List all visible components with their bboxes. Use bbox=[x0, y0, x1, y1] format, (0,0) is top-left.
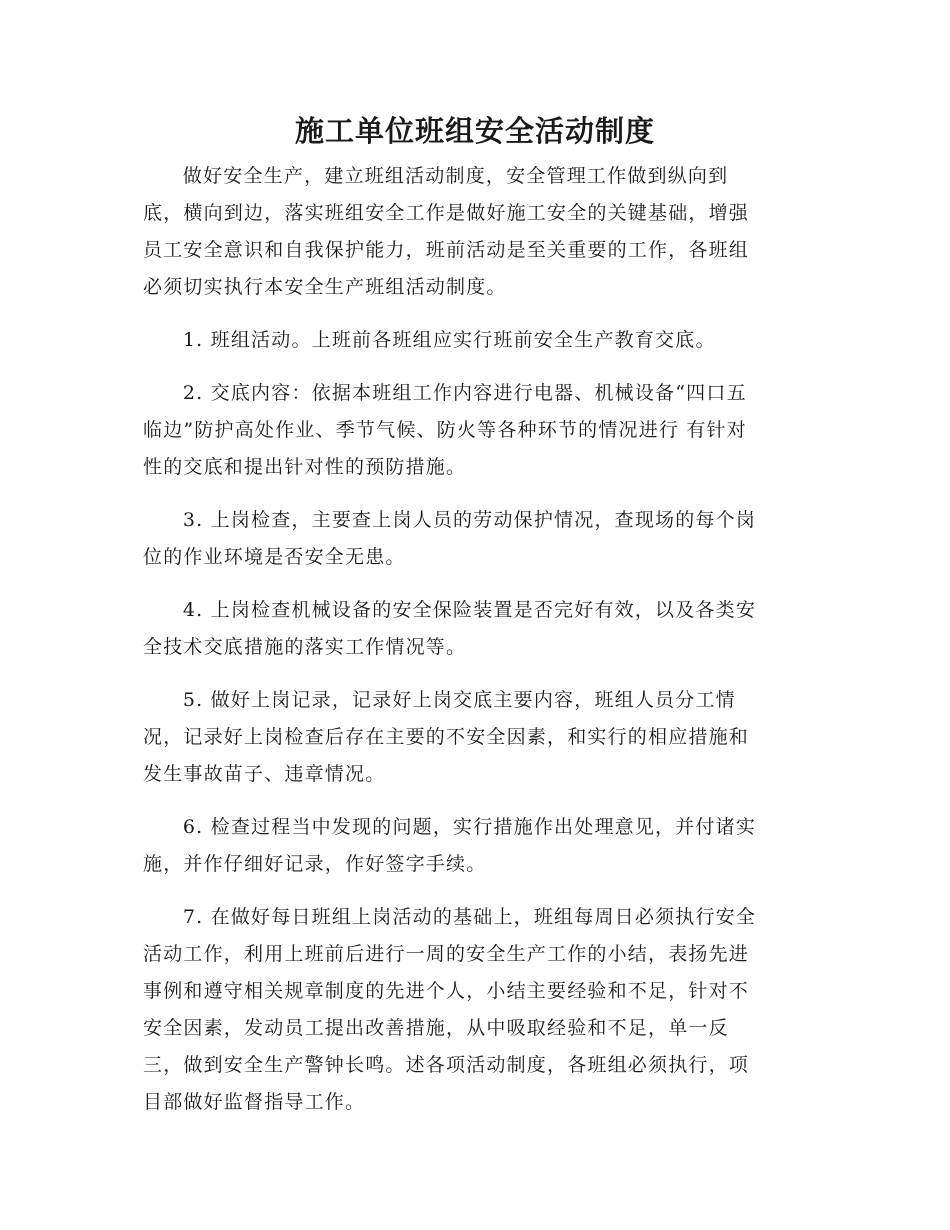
intro-line: 做好安全生产，建立班组活动制度，安全管理工作做到纵向到 bbox=[182, 165, 729, 187]
rule-item-4 bbox=[143, 592, 807, 666]
rule-line: 安全因素，发动员工提出改善措施，从中吸取经验和不足，单一反 bbox=[143, 1017, 729, 1039]
rule-line: 4. 上岗检查机械设备的安全保险装置是否完好有效，以及各类安 bbox=[182, 599, 757, 621]
rule-line: 6. 检查过程当中发现的问题，实行措施作出处理意见，并付诸实 bbox=[182, 816, 757, 838]
rule-line: 临边”防护高处作业、季节气候、防火等各种环节的情况进行 有针对 bbox=[143, 419, 747, 441]
rule-line: 2. 交底内容：依据本班组工作内容进行电器、机械设备“四口五 bbox=[182, 382, 747, 404]
document-title: 施工单位班组安全活动制度 bbox=[294, 114, 655, 148]
rule-line: 况，记录好上岗检查后存在主要的不安全因素，和实行的相应措施和 bbox=[143, 726, 750, 748]
rule-item-5 bbox=[143, 682, 807, 793]
rule-line: 施，并作仔细好记录，作好签字手续。 bbox=[143, 853, 487, 875]
rule-line: 发生事故苗子、违章情况。 bbox=[143, 763, 386, 785]
intro-line: 必须切实执行本安全生产班组活动制度。 bbox=[143, 276, 507, 298]
rule-line: 性的交底和提出针对性的预防措施。 bbox=[143, 456, 467, 478]
rule-line: 1. 班组活动。上班前各班组应实行班前安全生产教育交底。 bbox=[182, 329, 716, 351]
rule-line: 3. 上岗检查，主要查上岗人员的劳动保护情况，查现场的每个岗 bbox=[182, 509, 757, 531]
rule-line: 全技术交底措施的落实工作情况等。 bbox=[143, 636, 467, 658]
intro-line: 员工安全意识和自我保护能力，班前活动是至关重要的工作，各班组 bbox=[143, 239, 750, 261]
intro-paragraph bbox=[143, 158, 807, 306]
rule-item-3 bbox=[143, 502, 807, 576]
document-page bbox=[143, 110, 807, 1137]
rule-item-2 bbox=[143, 375, 807, 486]
rule-line: 目部做好监督指导工作。 bbox=[143, 1091, 366, 1113]
rule-line: 三，做到安全生产警钟长鸣。述各项活动制度，各班组必须执行，项 bbox=[143, 1054, 750, 1076]
rule-item-1 bbox=[143, 322, 807, 359]
rule-item-6 bbox=[143, 809, 807, 883]
rule-line: 7. 在做好每日班组上岗活动的基础上，班组每周日必须执行安全 bbox=[182, 906, 757, 928]
rule-item-7 bbox=[143, 899, 807, 1121]
rule-line: 5. 做好上岗记录，记录好上岗交底主要内容，班组人员分工情 bbox=[182, 689, 736, 711]
intro-line: 底，横向到边，落实班组安全工作是做好施工安全的关键基础，增强 bbox=[143, 202, 750, 224]
rule-line: 活动工作，利用上班前后进行一周的安全生产工作的小结，表扬先进 bbox=[143, 943, 750, 965]
rule-line: 事例和遵守相关规章制度的先进个人，小结主要经验和不足，针对不 bbox=[143, 980, 750, 1002]
rule-line: 位的作业环境是否安全无患。 bbox=[143, 546, 406, 568]
